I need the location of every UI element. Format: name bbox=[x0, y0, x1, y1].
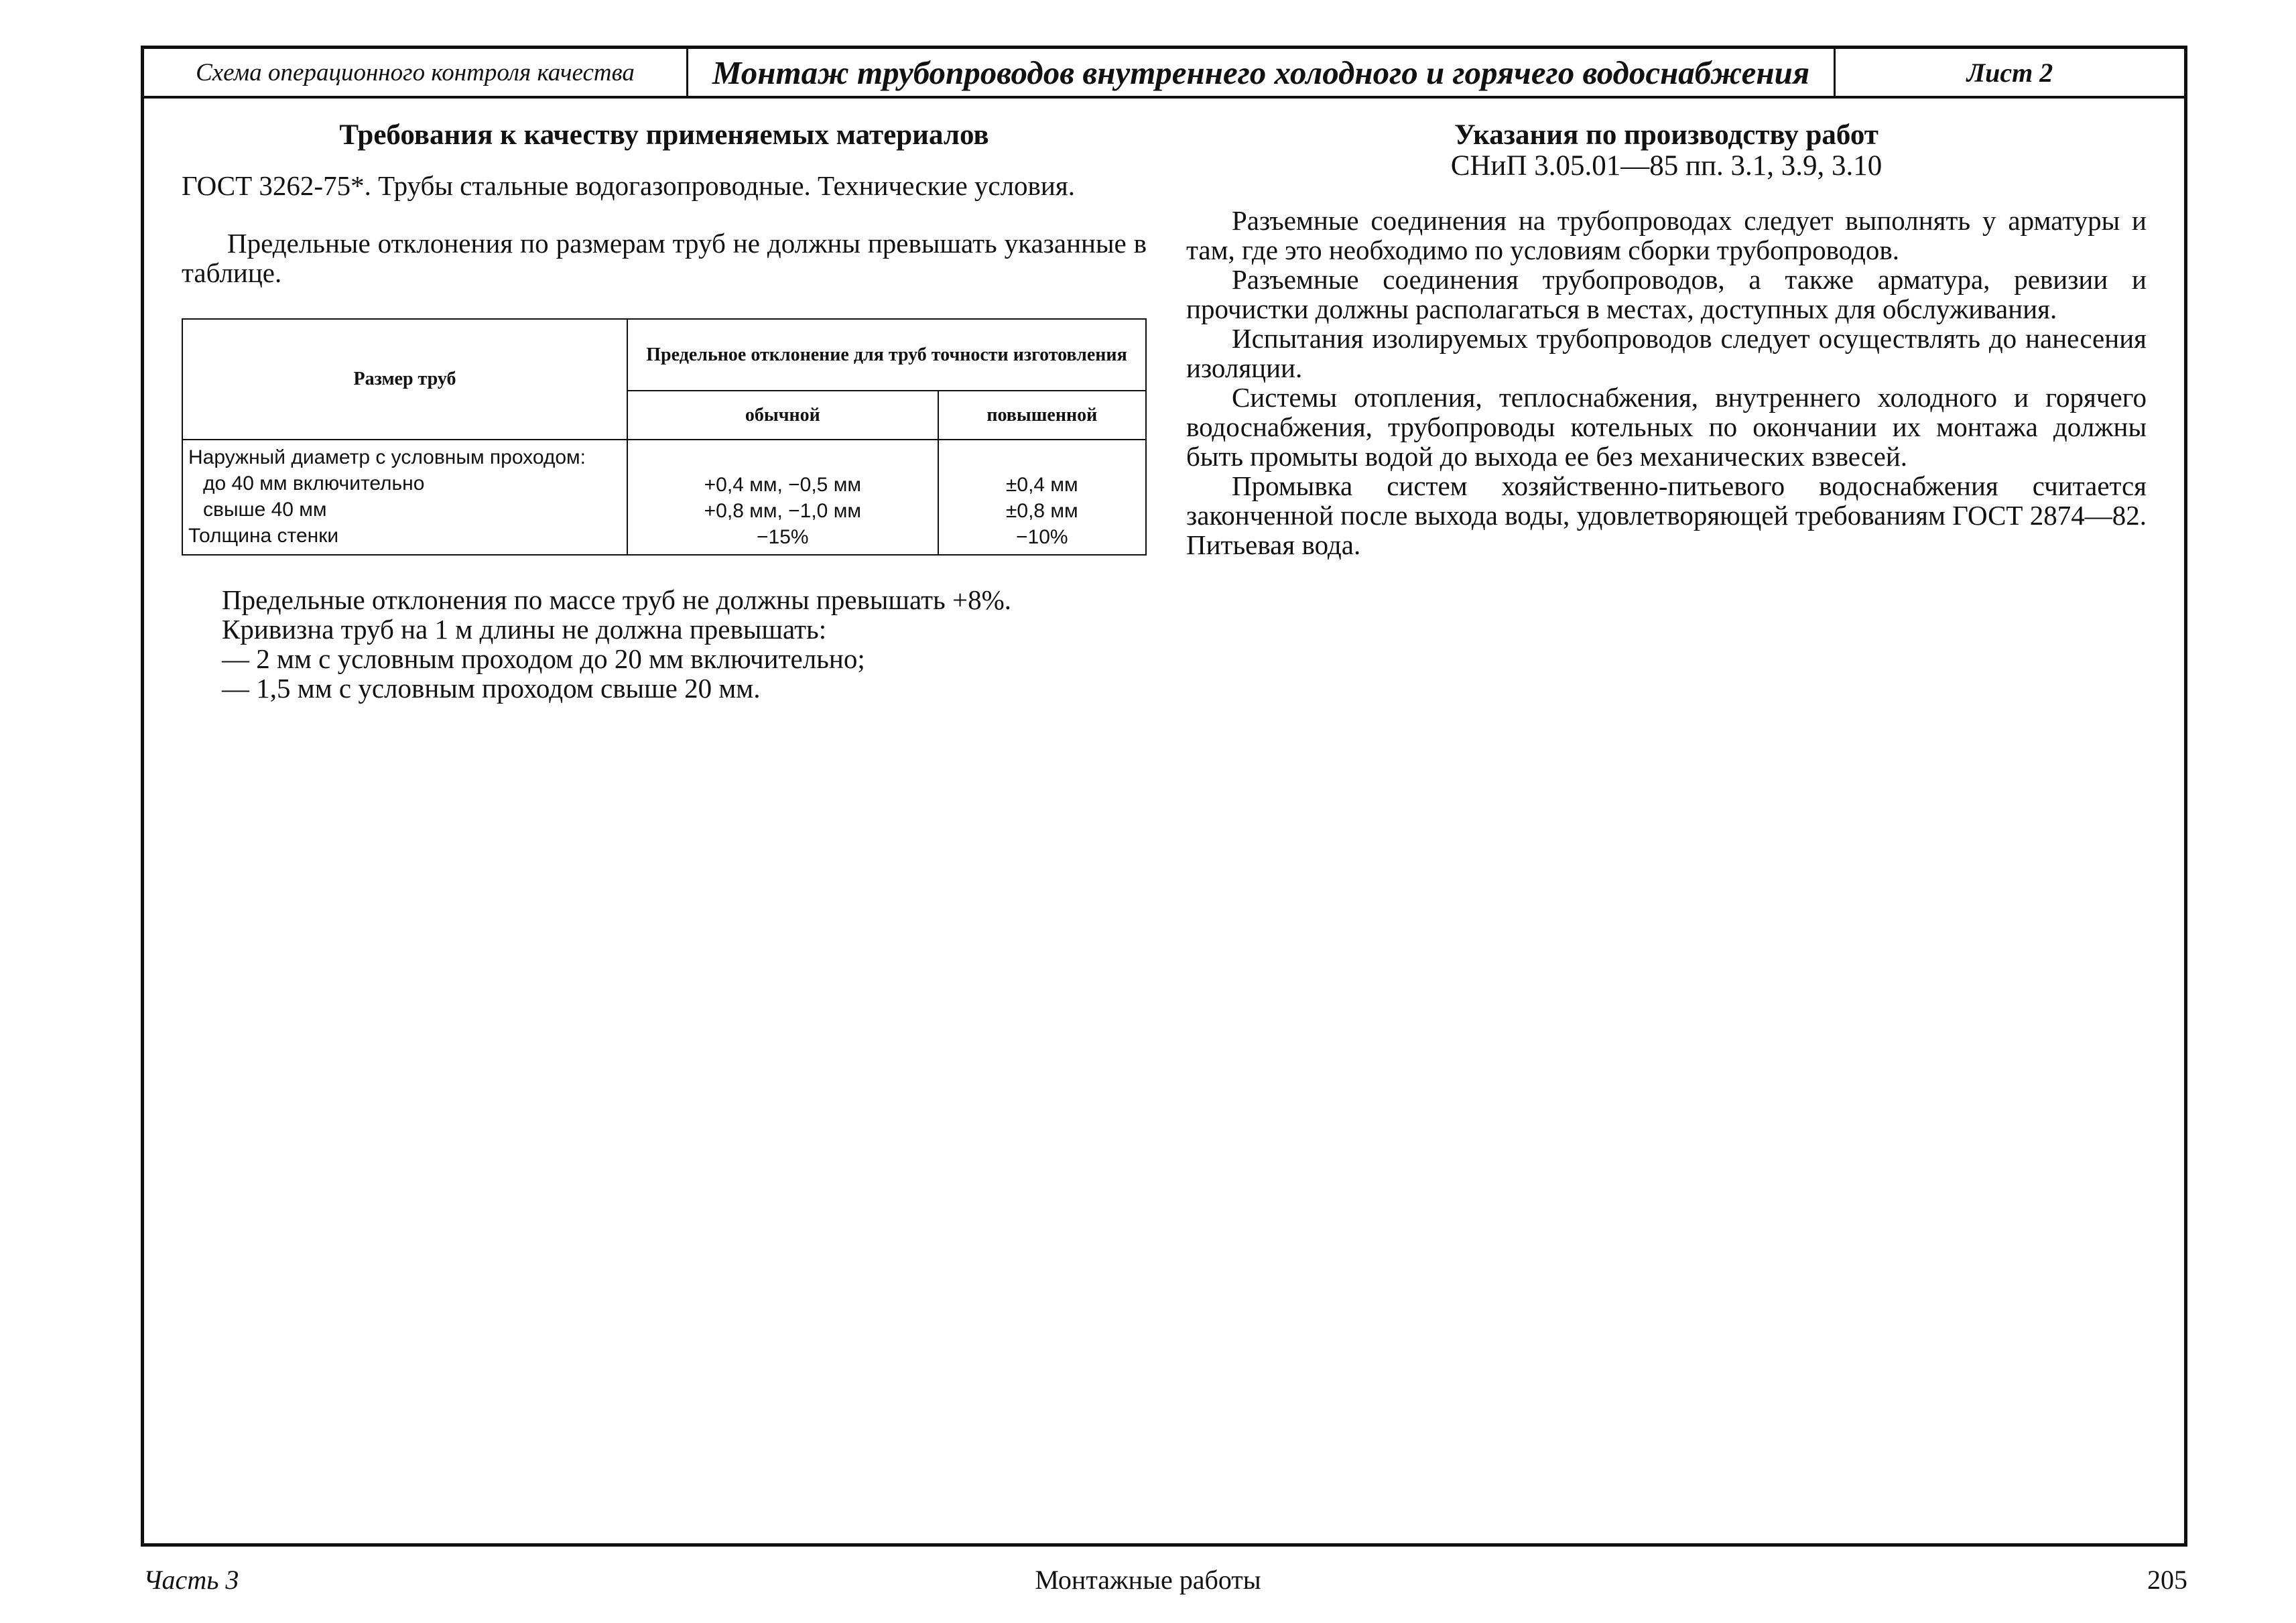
text-line: Кривизна труб на 1 м длины не должна превышать: bbox=[222, 614, 827, 645]
after-table-text bbox=[182, 585, 1147, 703]
text-line: — 2 мм с условным проходом до 20 мм включительно; bbox=[222, 643, 865, 674]
paragraph: Испытания изолируемых трубопроводов следует осуществлять до нанесения изоляции. bbox=[1186, 323, 2147, 383]
paragraph: Разъемные соединения трубопроводов, а также арматура, ревизии и прочистки должны располагаться в местах, доступных для обслуживания. bbox=[1186, 264, 2147, 324]
text-line: — 1,5 мм с условным проходом свыше 20 мм. bbox=[222, 673, 761, 704]
header-scheme: Схема операционного контроля качества bbox=[144, 49, 688, 96]
left-column bbox=[182, 120, 1147, 703]
table-row bbox=[182, 440, 1146, 555]
paragraph: Разъемные соединения на трубопроводах следует выполнять у арматуры и там, где это необходимо по условиям сборки трубопроводов. bbox=[1186, 205, 2147, 265]
header-title: Монтаж трубопроводов внутреннего холодного и горячего водоснабжения bbox=[688, 49, 1836, 96]
value: ±0,8 мм bbox=[1005, 500, 1078, 522]
header-strip bbox=[144, 49, 2184, 99]
paragraph: Системы отопления, теплоснабжения, внутреннего холодного и горячего водоснабжения, трубопроводы котельных по окончании их монтажа должны быть промыты водой до выхода ее без механических взвесей. bbox=[1186, 382, 2147, 472]
gost-reference: ГОСТ 3262-75*. Трубы стальные водогазопроводные. Технические условия. bbox=[182, 170, 1075, 201]
right-column bbox=[1186, 120, 2147, 560]
value: −15% bbox=[757, 526, 809, 548]
footer-page-number: 205 bbox=[2147, 1565, 2187, 1595]
footer-part: Часть 3 bbox=[143, 1565, 239, 1595]
th-normal: обычной bbox=[627, 391, 938, 440]
row-label: Толщина стенки bbox=[188, 525, 339, 547]
materials-title: Требования к качеству применяемых материалов bbox=[339, 119, 989, 151]
row-label: Наружный диаметр с условным проходом: bbox=[188, 446, 586, 468]
th-group: Предельное отклонение для труб точности изготовления bbox=[627, 319, 1146, 391]
header-sheet: Лист 2 bbox=[1966, 57, 2053, 88]
footer-section: Монтажные работы bbox=[1035, 1565, 1261, 1595]
value: +0,8 мм, −1,0 мм bbox=[704, 500, 861, 522]
value: +0,4 мм, −0,5 мм bbox=[704, 474, 861, 496]
value: −10% bbox=[1016, 526, 1068, 548]
page-frame bbox=[141, 46, 2187, 1547]
row-label: до 40 мм включительно bbox=[203, 472, 425, 495]
value: ±0,4 мм bbox=[1005, 474, 1078, 496]
works-subtitle: СНиП 3.05.01—85 пп. 3.1, 3.9, 3.10 bbox=[1450, 150, 1883, 182]
row-label: свыше 40 мм bbox=[203, 499, 327, 521]
high-values bbox=[938, 440, 1146, 555]
normal-values bbox=[627, 440, 938, 555]
table-intro: Предельные отклонения по размерам труб не должны превышать указанные в таблице. bbox=[182, 228, 1147, 288]
row-labels bbox=[182, 440, 627, 555]
th-size: Размер труб bbox=[182, 319, 627, 440]
deviation-table bbox=[182, 318, 1147, 556]
works-title: Указания по производству работ bbox=[1454, 119, 1878, 151]
paragraph: Промывка систем хозяйственно-питьевого водоснабжения считается законченной после выхода воды, удовлетворяющей требованиям ГОСТ 2874—82. Питьевая вода. bbox=[1186, 470, 2147, 560]
text-line: Предельные отклонения по массе труб не должны превышать +8%. bbox=[222, 584, 1012, 615]
th-high: повышенной bbox=[938, 391, 1146, 440]
